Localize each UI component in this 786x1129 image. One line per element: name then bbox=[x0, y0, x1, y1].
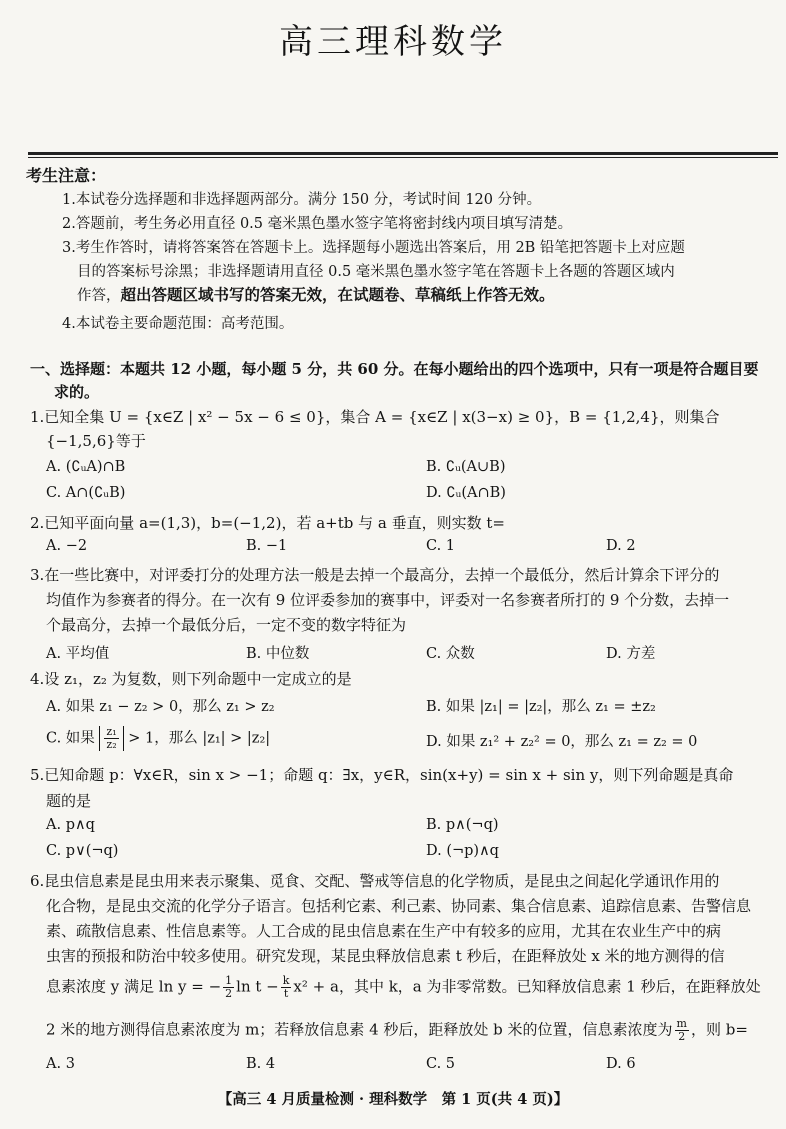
divider-thin bbox=[28, 157, 778, 158]
notice-item-1: 1.本试卷分选择题和非选择题两部分。满分 150 分，考试时间 120 分钟。 bbox=[62, 192, 542, 208]
section-heading: 一、选择题：本题共 12 小题，每小题 5 分，共 60 分。在每小题给出的四个选项中，只有一项是符合题目要 bbox=[30, 360, 759, 378]
q4-option-c-abs bbox=[99, 726, 123, 751]
q6-frac3-num: m bbox=[676, 1017, 687, 1030]
q6-frac2-den: t bbox=[283, 987, 289, 1000]
notice-item-2: 2.答题前，考生务必用直径 0.5 毫米黑色墨水签字笔将密封线内项目填写清楚。 bbox=[62, 216, 573, 232]
q6-stem-6 bbox=[46, 1018, 748, 1043]
q2-option-a: A. −2 bbox=[46, 538, 88, 554]
notice-item-4: 4.本试卷主要命题范围：高考范围。 bbox=[62, 316, 294, 332]
q6-option-c: C. 5 bbox=[426, 1056, 456, 1072]
q4-frac-den: z₂ bbox=[106, 738, 117, 751]
q6-stem-4: 虫害的预报和防治中较多使用。研究发现，某昆虫释放信息素 t 秒后，在距释放处 x 米的地方测得的信 bbox=[46, 947, 725, 965]
q6-stem-5-mid: ln t − bbox=[236, 977, 279, 996]
q6-stem-6-pre: 2 米的地方测得信息素浓度为 m；若释放信息素 4 秒后，距释放处 b 米的位置，信息素浓度为 bbox=[46, 1020, 673, 1039]
notice-heading: 考生注意： bbox=[26, 166, 107, 185]
q6-stem-1: 6.昆虫信息素是昆虫用来表示聚集、觅食、交配、警戒等信息的化学物质，是昆虫之间起化学通讯作用的 bbox=[30, 872, 720, 890]
page-footer: 【高三 4 月质量检测 · 理科数学 第 1 页(共 4 页)】 bbox=[217, 1091, 569, 1108]
q5-stem-cont: 题的是 bbox=[46, 792, 92, 810]
q1-option-d: D. ∁ᵤ(A∩B) bbox=[426, 485, 506, 501]
q3-option-c: C. 众数 bbox=[426, 646, 475, 662]
divider-thick bbox=[28, 152, 778, 155]
q6-option-d: D. 6 bbox=[606, 1056, 636, 1072]
q1-option-a: A. (∁ᵤA)∩B bbox=[46, 459, 126, 475]
q4-option-d: D. 如果 z₁² + z₂² = 0，那么 z₁ = z₂ = 0 bbox=[426, 734, 698, 750]
q5-option-b: B. p∧(¬q) bbox=[426, 817, 499, 833]
q4-frac-num: z₁ bbox=[106, 725, 117, 738]
notice-emphasis: 超出答题区域书写的答案无效，在试题卷、草稿纸上作答无效。 bbox=[120, 285, 555, 304]
q6-frac2-num: k bbox=[282, 974, 290, 987]
q4-option-a: A. 如果 z₁ − z₂ > 0，那么 z₁ > z₂ bbox=[46, 699, 275, 715]
q3-option-b: B. 中位数 bbox=[246, 646, 310, 662]
notice-item-3-cont: 目的答案标号涂黑；非选择题请用直径 0.5 毫米黑色墨水签字笔在答题卡上各题的答题区域内 bbox=[77, 264, 675, 280]
q2-option-d: D. 2 bbox=[606, 538, 636, 554]
q6-frac3-den: 2 bbox=[678, 1030, 686, 1043]
section-heading-cont: 求的。 bbox=[54, 383, 100, 401]
q6-stem-2: 化合物，是昆虫交流的化学分子语言。包括利它素、利己素、协同素、集合信息素、追踪信息素、告警信息 bbox=[46, 897, 752, 915]
notice-item-3-end bbox=[77, 283, 555, 305]
q4-option-c-post: > 1，那么 |z₁| > |z₂| bbox=[128, 730, 271, 747]
notice-item-3: 3.考生作答时，请将答案答在答题卡上。选择题每小题选出答案后，用 2B 铅笔把答题卡上对应题 bbox=[62, 240, 685, 256]
q3-option-a: A. 平均值 bbox=[46, 646, 110, 662]
q3-stem: 3.在一些比赛中，对评委打分的处理方法一般是去掉一个最高分，去掉一个最低分，然后计算余下评分的 bbox=[30, 566, 720, 584]
q1-stem: 1.已知全集 U = {x∈Z | x² − 5x − 6 ≤ 0}，集合 A = {x∈Z | x(3−x) ≥ 0}，B = {1,2,4}，则集合 bbox=[30, 408, 720, 426]
q5-stem: 5.已知命题 p：∀x∈R，sin x > −1；命题 q：∃x，y∈R，sin(x+y) = sin x + sin y，则下列命题是真命 bbox=[30, 766, 734, 784]
page-title: 高三理科数学 bbox=[279, 22, 507, 62]
q4-option-b: B. 如果 |z₁| = |z₂|，那么 z₁ = ±z₂ bbox=[426, 699, 656, 715]
q3-stem-cont2: 个最高分，去掉一个最低分后，一定不变的数字特征为 bbox=[46, 616, 407, 634]
q5-option-c: C. p∨(¬q) bbox=[46, 843, 119, 859]
q2-option-b: B. −1 bbox=[246, 538, 288, 554]
q4-option-c-pre: C. 如果 bbox=[46, 730, 95, 747]
q1-stem-cont: {−1,5,6}等于 bbox=[46, 432, 146, 450]
q5-option-a: A. p∧q bbox=[46, 817, 95, 833]
q6-stem-5-post: x² + a，其中 k，a 为非零常数。已知释放信息素 1 秒后，在距释放处 bbox=[293, 977, 761, 996]
q4-stem: 4.设 z₁，z₂ 为复数，则下列命题中一定成立的是 bbox=[30, 670, 352, 688]
q6-stem-6-post: ，则 b= bbox=[690, 1020, 748, 1039]
q6-stem-5-pre: 息素浓度 y 满足 ln y = − bbox=[46, 977, 222, 996]
q5-option-d: D. (¬p)∧q bbox=[426, 843, 499, 859]
q3-stem-cont1: 均值作为参赛者的得分。在一次有 9 位评委参加的赛事中，评委对一名参赛者所打的 9 个分数，去掉一 bbox=[46, 591, 730, 609]
q6-stem-5 bbox=[46, 975, 761, 1000]
q6-frac1-den: 2 bbox=[225, 987, 233, 1000]
q6-stem-3: 素、疏散信息素、性信息素等。人工合成的昆虫信息素在生产中有较多的应用，尤其在农业生产中的病 bbox=[46, 922, 722, 940]
q1-option-b: B. ∁ᵤ(A∪B) bbox=[426, 459, 506, 475]
q1-option-c: C. A∩(∁ᵤB) bbox=[46, 485, 126, 501]
q6-option-a: A. 3 bbox=[46, 1056, 75, 1072]
notice-item-3-end-text: 作答， bbox=[77, 288, 121, 304]
q6-frac1-num: 1 bbox=[225, 974, 233, 987]
q2-option-c: C. 1 bbox=[426, 538, 456, 554]
q4-option-c bbox=[46, 726, 270, 751]
q3-option-d: D. 方差 bbox=[606, 646, 656, 662]
q2-stem: 2.已知平面向量 a=(1,3)，b=(−1,2)，若 a+tb 与 a 垂直，则实数 t= bbox=[30, 514, 505, 532]
q6-option-b: B. 4 bbox=[246, 1056, 276, 1072]
